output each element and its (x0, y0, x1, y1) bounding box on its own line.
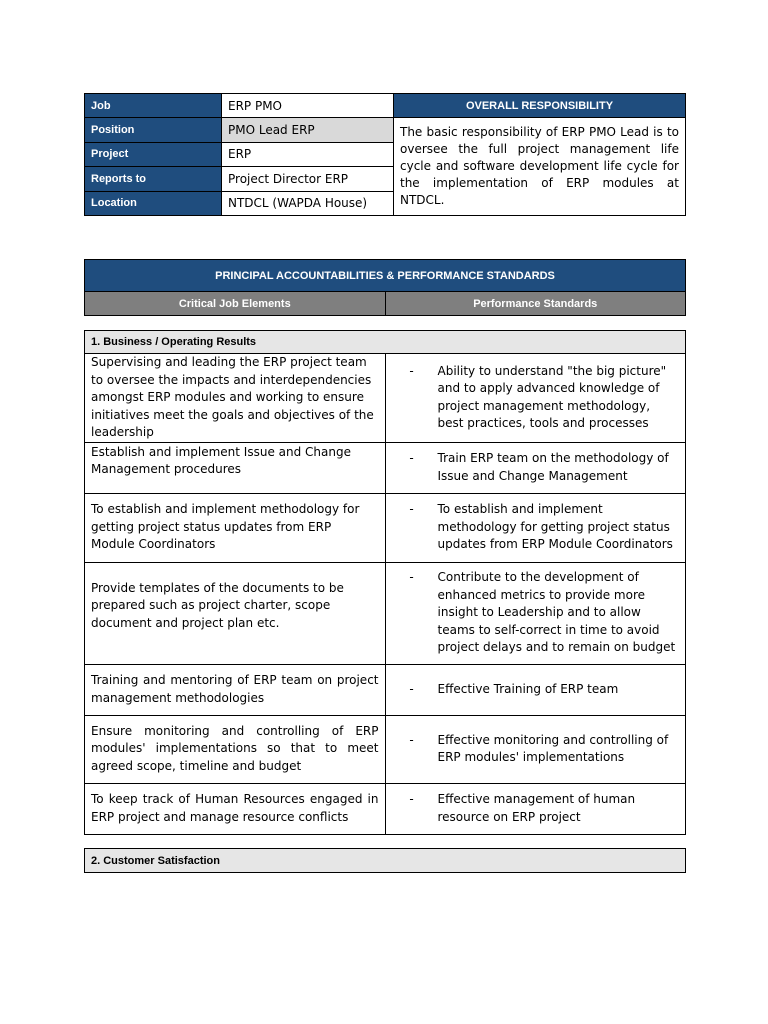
table-row (85, 354, 686, 443)
position-label: Position (85, 118, 222, 143)
position-value: PMO Lead ERP (222, 118, 394, 143)
location-label: Location (85, 191, 222, 216)
overall-responsibility-heading: OVERALL RESPONSIBILITY (394, 94, 686, 118)
principal-accountabilities-title: PRINCIPAL ACCOUNTABILITIES & PERFORMANCE STANDARDS (85, 260, 686, 292)
customer-satisfaction-table (84, 848, 686, 873)
performance-standard-text: Train ERP team on the methodology of Issue and Change Management (437, 451, 669, 483)
section-heading: 2. Customer Satisfaction (85, 849, 686, 873)
table-row (85, 715, 686, 783)
table-row (85, 783, 686, 834)
reports-to-label: Reports to (85, 167, 222, 192)
job-element: Ensure monitoring and controlling of ERP modules' implementations so that to meet agreed scope, timeline and budget (85, 715, 386, 783)
job-element: To establish and implement methodology for getting project status updates from ERP Module Coordinators (85, 493, 386, 562)
performance-standard-text: Contribute to the development of enhanced metrics to provide more insight to Leadership and to allow teams to self-correct in time to avoid project delays and to remain on budget (437, 570, 676, 655)
performance-standard-text: Effective Training of ERP team (437, 681, 619, 696)
job-value: ERP PMO (222, 94, 394, 118)
dash-bullet: - (409, 570, 414, 585)
performance-standard (385, 442, 686, 493)
table-row (85, 442, 686, 493)
table-row (85, 664, 686, 715)
job-element: Supervising and leading the ERP project team to oversee the impacts and interdependencies amongst ERP modules and working to ensure initiatives meet the goals and objectives of the leadership (85, 354, 386, 443)
performance-standard (385, 562, 686, 664)
performance-standard (385, 493, 686, 562)
section-heading: 1. Business / Operating Results (85, 331, 686, 354)
performance-standard-text: Ability to understand "the big picture" and to apply advanced knowledge of project management methodology, best practices, tools and processes (437, 363, 667, 431)
overall-responsibility-text: The basic responsibility of ERP PMO Lead is to oversee the full project management life cycle and software development life cycle for the implementation of ERP modules at NTDCL. (394, 118, 686, 216)
critical-job-elements-heading: Critical Job Elements (85, 292, 386, 316)
performance-standard (385, 664, 686, 715)
business-operating-results-table (84, 330, 686, 835)
performance-standard-text: To establish and implement methodology for getting project status updates from ERP Module Coordinators (437, 502, 673, 552)
performance-standard (385, 715, 686, 783)
dash-bullet: - (409, 502, 414, 517)
job-label: Job (85, 94, 222, 118)
job-info-table (84, 93, 686, 216)
dash-bullet: - (409, 681, 414, 696)
job-element: Training and mentoring of ERP team on project management methodologies (85, 664, 386, 715)
dash-bullet: - (409, 451, 414, 465)
project-value: ERP (222, 142, 394, 167)
reports-to-value: Project Director ERP (222, 167, 394, 192)
project-label: Project (85, 142, 222, 167)
job-element: Establish and implement Issue and Change Management procedures (85, 442, 386, 493)
location-value: NTDCL (WAPDA House) (222, 191, 394, 216)
job-element: To keep track of Human Resources engaged in ERP project and manage resource conflicts (85, 783, 386, 834)
dash-bullet: - (409, 732, 414, 747)
dash-bullet: - (409, 792, 414, 806)
table-row (85, 493, 686, 562)
dash-bullet: - (409, 363, 414, 378)
performance-standard (385, 354, 686, 443)
principal-accountabilities-header (84, 259, 686, 316)
job-element: Provide templates of the documents to be prepared such as project charter, scope document and project plan etc. (85, 562, 386, 664)
table-row (85, 562, 686, 664)
performance-standard-text: Effective management of human resource on ERP project (437, 792, 636, 824)
performance-standard-text: Effective monitoring and controlling of ERP modules' implementations (437, 732, 669, 764)
performance-standard (385, 783, 686, 834)
performance-standards-heading: Performance Standards (385, 292, 686, 316)
